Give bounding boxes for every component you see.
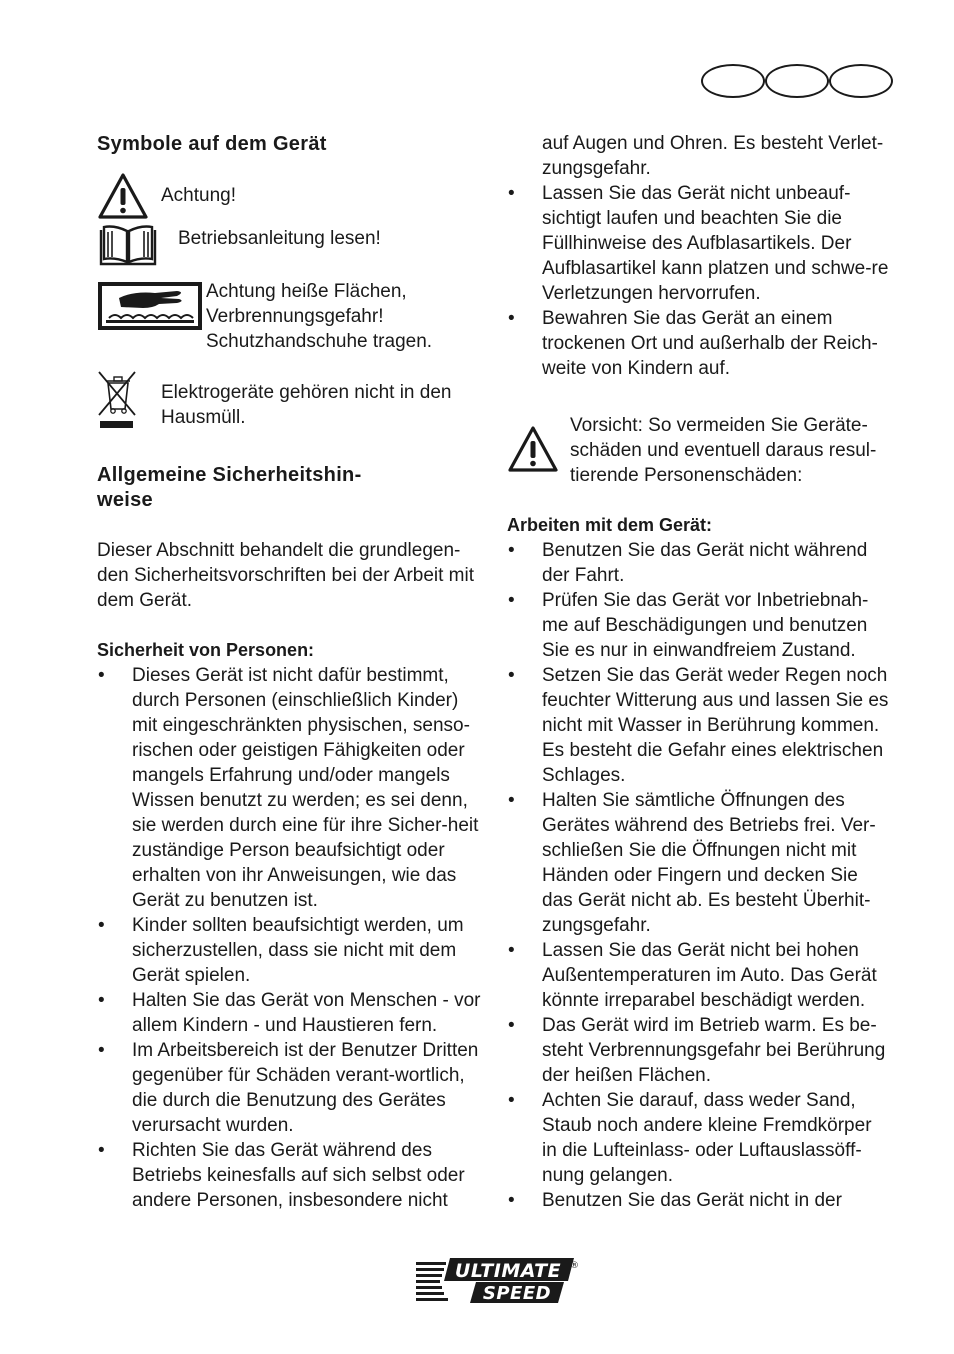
persons-list <box>97 663 485 1213</box>
symbol-row-manual <box>97 224 485 274</box>
list-item: • Achten Sie darauf, dass weder Sand, Staub noch andere kleine Fremdkörper in die Lufteinlass- oder Luftauslassöff-nung gelangen. <box>507 1088 891 1188</box>
list-item: • Kinder sollten beaufsichtigt werden, um sicherzustellen, dass sie nicht mit dem Gerät spielen. <box>97 913 485 988</box>
crossed-out-bin-icon <box>97 369 137 431</box>
list-item: • Das Gerät wird im Betrieb warm. Es be-steht Verbrennungsgefahr bei Berührung der heißen Flächen. <box>507 1013 891 1088</box>
list-item: • Halten Sie das Gerät von Menschen - vor allem Kindern - und Haustieren fern. <box>97 988 485 1038</box>
symbol-row-attention <box>97 171 485 221</box>
svg-text:®: ® <box>570 1261 579 1271</box>
symbol-text-hot-surface: Achtung heiße Flächen, Verbrennungsgefahr! Schutzhandschuhe tragen. <box>206 281 433 352</box>
list-item-continuation: auf Augen und Ohren. Es besteht Verlet-zungsgefahr. <box>542 133 884 179</box>
list-item: • Benutzen Sie das Gerät nicht in der <box>507 1188 891 1213</box>
list-item: • Bewahren Sie das Gerät an einem trockenen Ort und außerhalb der Reich-weite von Kindern auf. <box>507 306 891 381</box>
working-list <box>507 538 891 1213</box>
warning-triangle-icon <box>507 425 559 473</box>
list-item: • Richten Sie das Gerät während des Betriebs keinesfalls auf sich selbst oder andere Personen, insbesondere nicht <box>97 1138 485 1213</box>
right-column <box>507 131 891 1213</box>
symbol-text-manual: Betriebsanleitung lesen! <box>178 228 381 249</box>
working-heading: Arbeiten mit dem Gerät: <box>507 515 713 535</box>
symbol-row-hot-surface <box>97 277 485 359</box>
list-item: • Halten Sie sämtliche Öffnungen des Gerätes während des Betriebs frei. Ver-schließen Sie die Öffnungen nicht mit Händen oder Fingern und decken Sie das Gerät nicht ab. Es besteht Überhit-zungsgefahr. <box>507 788 891 938</box>
language-ovals <box>701 64 891 98</box>
list-item: • Lassen Sie das Gerät nicht unbeauf-sichtigt laufen und beachten Sie die Füllhinweise des Aufblasartikels. Der Aufblasartikel kann platzen und schwe-re Verletzungen hervorrufen. <box>507 181 891 306</box>
caution-note <box>507 413 891 489</box>
svg-text:ULTIMATE: ULTIMATE <box>454 1260 562 1282</box>
caution-text: Vorsicht: So vermeiden Sie Geräte-schäden und eventuell daraus resul-tierende Personenschäden: <box>570 415 877 486</box>
symbol-row-disposal <box>97 369 485 431</box>
general-intro: Dieser Abschnitt behandelt die grundlegen-den Sicherheitsvorschriften bei der Arbeit mit dem Gerät. <box>97 540 475 611</box>
symbol-text-disposal: Elektrogeräte gehören nicht in den Hausmüll. <box>161 382 452 428</box>
left-column <box>97 131 485 1213</box>
general-safety-heading: Allgemeine Sicherheitshin- weise <box>97 464 362 511</box>
warning-triangle-icon <box>97 172 149 220</box>
persons-heading: Sicherheit von Personen: <box>97 640 315 660</box>
language-oval <box>701 64 765 98</box>
language-oval <box>829 64 893 98</box>
language-oval <box>765 64 829 98</box>
persons-list-continued <box>507 181 891 381</box>
ultimate-speed-logo <box>414 1256 578 1306</box>
symbol-text-attention: Achtung! <box>161 185 236 206</box>
list-item: • Dieses Gerät ist nicht dafür bestimmt, durch Personen (einschließlich Kinder) mit eingeschränkten physischen, senso-rischen oder geistigen Fähigkeiten oder mangels Erfahrung und/oder mangels Wissen benutzt zu werden; es sei denn, sie werden durch eine für ihre Sicher-heit zuständige Person beaufsichtigt oder erhalten von ihr Anweisungen, wie das Gerät zu benutzen ist. <box>97 663 485 913</box>
list-item: • Setzen Sie das Gerät weder Regen noch feuchter Witterung aus und lassen Sie es nicht mit Wasser in Berührung kommen. Es besteht die Gefahr eines elektrischen Schlages. <box>507 663 891 788</box>
list-item: • Im Arbeitsbereich ist der Benutzer Dritten gegenüber für Schäden verant-wortlich, die durch die Benutzung des Gerätes verursacht wurden. <box>97 1038 485 1138</box>
open-book-icon <box>97 224 159 270</box>
list-item: • Lassen Sie das Gerät nicht bei hohen Außentemperaturen im Auto. Das Gerät könnte irreparabel beschädigt werden. <box>507 938 891 1013</box>
svg-text:SPEED: SPEED <box>482 1283 552 1304</box>
list-item: • Prüfen Sie das Gerät vor Inbetriebnah-me auf Beschädigungen und benutzen Sie es nur in einwandfreiem Zustand. <box>507 588 891 663</box>
list-item: • Benutzen Sie das Gerät nicht während der Fahrt. <box>507 538 891 588</box>
symbols-heading: Symbole auf dem Gerät <box>97 133 327 155</box>
hot-surface-hand-icon <box>97 281 203 331</box>
